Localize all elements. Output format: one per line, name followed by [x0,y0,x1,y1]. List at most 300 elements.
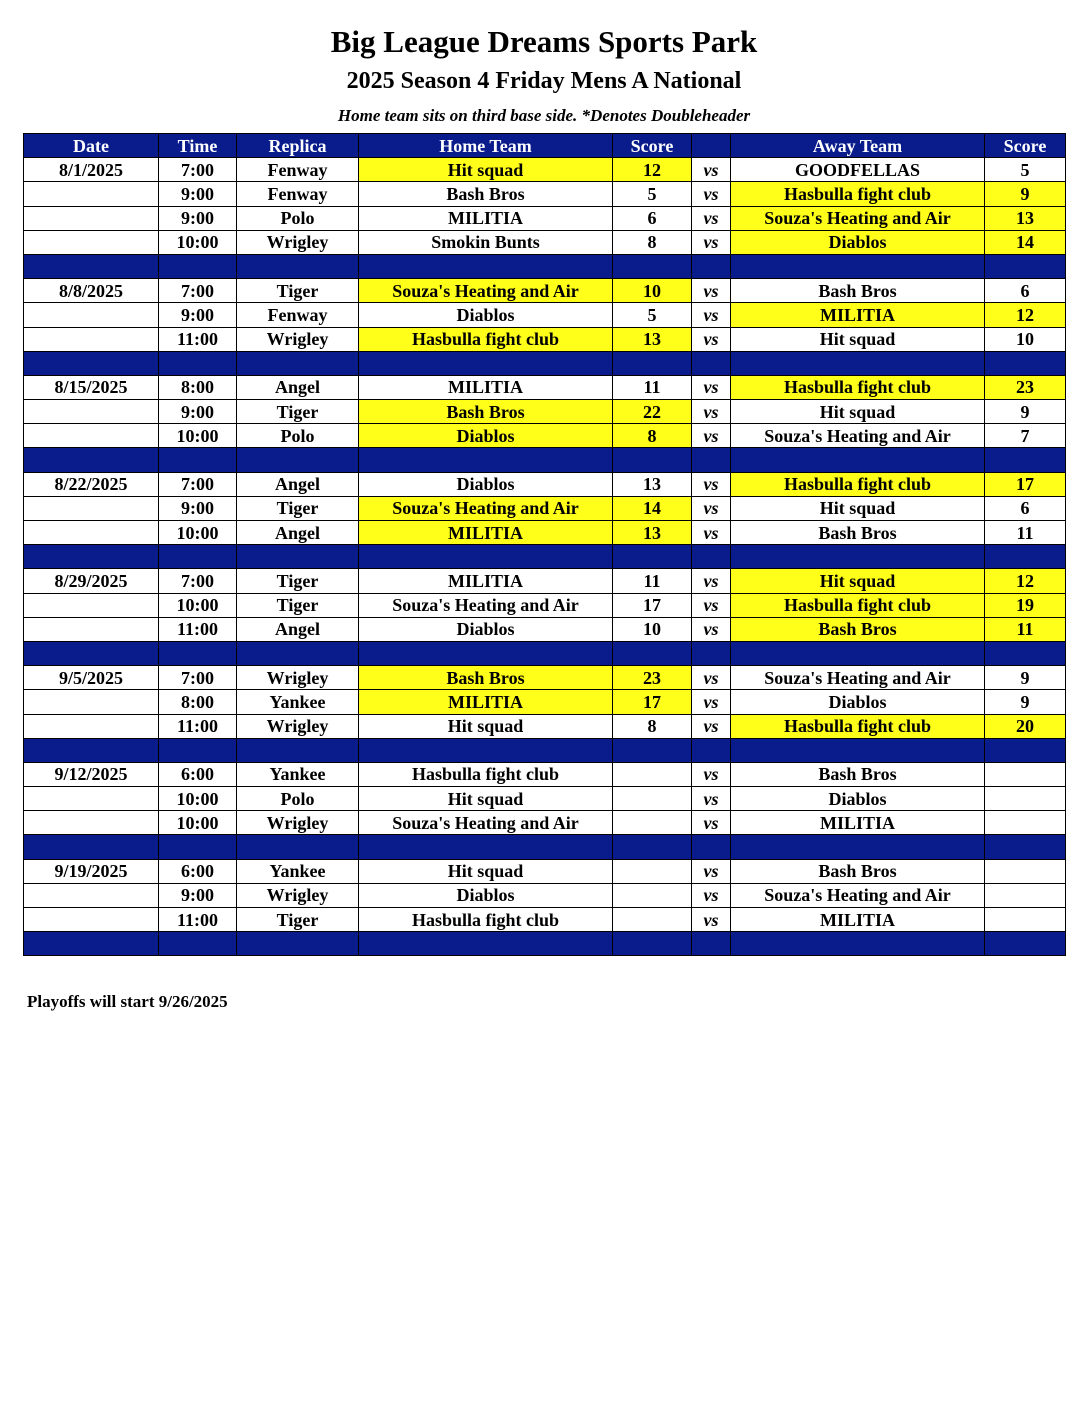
replica-cell: Angel [237,617,359,641]
table-row [24,762,1066,786]
away-team-cell: GOODFELLAS [731,158,985,182]
home-team-cell: MILITIA [359,206,613,230]
away-team-cell: Hit squad [731,496,985,520]
vs-cell: vs [692,279,731,303]
table-row [24,787,1066,811]
vs-cell: vs [692,158,731,182]
away-team-cell: Hit squad [731,400,985,424]
time-cell: 7:00 [159,279,237,303]
vs-cell: vs [692,230,731,254]
date-cell: 9/12/2025 [24,762,159,786]
separator-cell [159,254,237,278]
away-team-cell: Bash Bros [731,521,985,545]
separator-cell [985,545,1066,569]
vs-cell: vs [692,593,731,617]
away-score-cell: 9 [985,400,1066,424]
home-team-cell: Diablos [359,617,613,641]
vs-cell: vs [692,375,731,399]
away-team-cell: Hit squad [731,327,985,351]
home-score-cell: 8 [613,714,692,738]
date-cell [24,424,159,448]
week-separator-row [24,932,1066,956]
away-score-cell: 10 [985,327,1066,351]
away-team-cell: Diablos [731,787,985,811]
home-team-cell: Souza's Heating and Air [359,496,613,520]
separator-cell [985,254,1066,278]
replica-cell: Fenway [237,303,359,327]
away-team-cell: MILITIA [731,303,985,327]
separator-cell [731,254,985,278]
date-cell: 8/29/2025 [24,569,159,593]
col-header-vs [692,134,731,158]
date-cell [24,593,159,617]
week-separator-row [24,351,1066,375]
home-team-cell: Hasbulla fight club [359,327,613,351]
time-cell: 10:00 [159,593,237,617]
replica-cell: Tiger [237,569,359,593]
home-team-cell: Bash Bros [359,182,613,206]
home-team-cell: Diablos [359,883,613,907]
vs-cell: vs [692,908,731,932]
time-cell: 10:00 [159,230,237,254]
separator-cell [24,448,159,472]
away-team-cell: Hasbulla fight club [731,182,985,206]
separator-cell [731,932,985,956]
date-cell [24,496,159,520]
time-cell: 10:00 [159,521,237,545]
vs-cell: vs [692,859,731,883]
away-team-cell: Hasbulla fight club [731,375,985,399]
table-row [24,593,1066,617]
home-score-cell: 17 [613,690,692,714]
vs-cell: vs [692,714,731,738]
date-cell [24,787,159,811]
home-score-cell: 23 [613,666,692,690]
away-team-cell: Bash Bros [731,279,985,303]
vs-cell: vs [692,811,731,835]
separator-cell [24,641,159,665]
away-team-cell: Hit squad [731,569,985,593]
vs-cell: vs [692,327,731,351]
separator-cell [692,254,731,278]
home-score-cell: 13 [613,472,692,496]
away-score-cell [985,762,1066,786]
week-separator-row [24,835,1066,859]
home-team-cell: Hasbulla fight club [359,762,613,786]
table-row [24,279,1066,303]
week-separator-row [24,254,1066,278]
table-row [24,424,1066,448]
col-header-time: Time [159,134,237,158]
date-cell [24,714,159,738]
away-score-cell [985,787,1066,811]
time-cell: 8:00 [159,375,237,399]
vs-cell: vs [692,787,731,811]
separator-cell [24,351,159,375]
time-cell: 11:00 [159,327,237,351]
home-team-cell: Diablos [359,303,613,327]
home-score-cell: 11 [613,569,692,593]
date-cell [24,400,159,424]
table-row [24,327,1066,351]
away-score-cell: 17 [985,472,1066,496]
week-separator-row [24,448,1066,472]
home-team-cell: MILITIA [359,521,613,545]
date-cell [24,521,159,545]
date-cell [24,182,159,206]
home-team-cell: Bash Bros [359,666,613,690]
col-header-home-score: Score [613,134,692,158]
away-score-cell: 9 [985,690,1066,714]
separator-cell [692,738,731,762]
time-cell: 10:00 [159,787,237,811]
home-score-cell: 8 [613,230,692,254]
col-header-replica: Replica [237,134,359,158]
separator-cell [159,545,237,569]
home-score-cell: 10 [613,617,692,641]
table-row [24,859,1066,883]
home-score-cell: 8 [613,424,692,448]
away-score-cell [985,811,1066,835]
replica-cell: Angel [237,472,359,496]
separator-cell [24,932,159,956]
away-score-cell: 19 [985,593,1066,617]
home-score-cell: 11 [613,375,692,399]
table-row [24,230,1066,254]
home-score-cell: 10 [613,279,692,303]
home-score-cell [613,859,692,883]
separator-cell [985,738,1066,762]
home-team-cell: Diablos [359,472,613,496]
date-cell: 8/22/2025 [24,472,159,496]
away-score-cell [985,883,1066,907]
week-separator-row [24,545,1066,569]
replica-cell: Fenway [237,182,359,206]
separator-cell [159,932,237,956]
date-cell: 8/1/2025 [24,158,159,182]
separator-cell [359,545,613,569]
separator-cell [692,545,731,569]
date-cell [24,230,159,254]
table-row [24,182,1066,206]
table-row [24,714,1066,738]
replica-cell: Wrigley [237,327,359,351]
away-team-cell: Hasbulla fight club [731,593,985,617]
vs-cell: vs [692,617,731,641]
separator-cell [237,545,359,569]
replica-cell: Wrigley [237,811,359,835]
home-score-cell [613,787,692,811]
separator-cell [237,835,359,859]
home-score-cell: 14 [613,496,692,520]
replica-cell: Angel [237,521,359,545]
away-score-cell: 11 [985,521,1066,545]
date-cell: 9/19/2025 [24,859,159,883]
week-separator-row [24,738,1066,762]
away-score-cell: 6 [985,279,1066,303]
away-team-cell: MILITIA [731,908,985,932]
separator-cell [237,254,359,278]
home-score-cell [613,811,692,835]
col-header-away-score: Score [985,134,1066,158]
separator-cell [24,545,159,569]
separator-cell [24,254,159,278]
home-team-cell: Hasbulla fight club [359,908,613,932]
away-team-cell: Souza's Heating and Air [731,883,985,907]
table-row [24,666,1066,690]
away-score-cell: 12 [985,303,1066,327]
away-team-cell: Diablos [731,690,985,714]
vs-cell: vs [692,690,731,714]
away-score-cell: 12 [985,569,1066,593]
vs-cell: vs [692,182,731,206]
away-score-cell: 13 [985,206,1066,230]
table-row [24,811,1066,835]
time-cell: 7:00 [159,472,237,496]
page-title: Big League Dreams Sports Park [330,24,758,59]
separator-cell [237,932,359,956]
header-row [24,134,1066,158]
separator-cell [731,835,985,859]
separator-cell [613,545,692,569]
table-row [24,569,1066,593]
table-row [24,617,1066,641]
vs-cell: vs [692,883,731,907]
date-cell [24,908,159,932]
replica-cell: Tiger [237,400,359,424]
page-subtitle: 2025 Season 4 Friday Mens A National [346,68,742,94]
separator-cell [159,448,237,472]
separator-cell [613,738,692,762]
away-team-cell: MILITIA [731,811,985,835]
replica-cell: Yankee [237,859,359,883]
separator-cell [613,351,692,375]
table-row [24,521,1066,545]
table-row [24,883,1066,907]
separator-cell [692,835,731,859]
table-row [24,472,1066,496]
date-cell [24,883,159,907]
col-header-home-team: Home Team [359,134,613,158]
replica-cell: Polo [237,206,359,230]
separator-cell [159,738,237,762]
home-team-cell: Souza's Heating and Air [359,811,613,835]
vs-cell: vs [692,400,731,424]
vs-cell: vs [692,762,731,786]
separator-cell [359,351,613,375]
replica-cell: Wrigley [237,666,359,690]
separator-cell [731,641,985,665]
vs-cell: vs [692,496,731,520]
vs-cell: vs [692,424,731,448]
home-score-cell: 6 [613,206,692,230]
separator-cell [237,448,359,472]
home-team-cell: Souza's Heating and Air [359,593,613,617]
away-score-cell: 5 [985,158,1066,182]
separator-cell [985,448,1066,472]
home-team-cell: Bash Bros [359,400,613,424]
time-cell: 9:00 [159,206,237,230]
time-cell: 9:00 [159,496,237,520]
home-score-cell: 5 [613,182,692,206]
time-cell: 7:00 [159,569,237,593]
schedule-table [23,133,1066,956]
table-row [24,908,1066,932]
time-cell: 7:00 [159,666,237,690]
separator-cell [613,835,692,859]
separator-cell [359,932,613,956]
time-cell: 10:00 [159,811,237,835]
separator-cell [359,835,613,859]
home-team-cell: MILITIA [359,375,613,399]
separator-cell [359,254,613,278]
date-cell [24,303,159,327]
time-cell: 10:00 [159,424,237,448]
home-score-cell: 13 [613,327,692,351]
separator-cell [731,351,985,375]
separator-cell [237,641,359,665]
away-score-cell: 9 [985,182,1066,206]
time-cell: 6:00 [159,762,237,786]
replica-cell: Polo [237,787,359,811]
replica-cell: Tiger [237,593,359,617]
separator-cell [731,545,985,569]
away-team-cell: Bash Bros [731,762,985,786]
date-cell: 9/5/2025 [24,666,159,690]
table-row [24,303,1066,327]
vs-cell: vs [692,206,731,230]
away-score-cell: 11 [985,617,1066,641]
replica-cell: Yankee [237,762,359,786]
date-cell: 8/8/2025 [24,279,159,303]
schedule-note: Home team sits on third base side. *Denotes Doubleheader [337,106,751,125]
separator-cell [985,351,1066,375]
away-score-cell [985,908,1066,932]
time-cell: 11:00 [159,617,237,641]
home-score-cell: 22 [613,400,692,424]
away-score-cell: 14 [985,230,1066,254]
date-cell [24,617,159,641]
separator-cell [692,351,731,375]
date-cell [24,690,159,714]
col-header-away-team: Away Team [731,134,985,158]
replica-cell: Tiger [237,496,359,520]
time-cell: 11:00 [159,908,237,932]
separator-cell [731,738,985,762]
separator-cell [985,641,1066,665]
time-cell: 9:00 [159,303,237,327]
vs-cell: vs [692,521,731,545]
separator-cell [24,738,159,762]
away-score-cell: 7 [985,424,1066,448]
col-header-date: Date [24,134,159,158]
away-team-cell: Bash Bros [731,617,985,641]
vs-cell: vs [692,569,731,593]
home-score-cell: 12 [613,158,692,182]
table-row [24,158,1066,182]
away-score-cell: 20 [985,714,1066,738]
time-cell: 8:00 [159,690,237,714]
vs-cell: vs [692,666,731,690]
time-cell: 9:00 [159,883,237,907]
home-team-cell: Hit squad [359,158,613,182]
time-cell: 6:00 [159,859,237,883]
home-score-cell: 5 [613,303,692,327]
replica-cell: Wrigley [237,883,359,907]
schedule-body [24,158,1066,956]
date-cell [24,811,159,835]
table-row [24,206,1066,230]
date-cell: 8/15/2025 [24,375,159,399]
time-cell: 11:00 [159,714,237,738]
separator-cell [359,641,613,665]
away-team-cell: Diablos [731,230,985,254]
away-team-cell: Hasbulla fight club [731,472,985,496]
separator-cell [159,835,237,859]
time-cell: 7:00 [159,158,237,182]
away-team-cell: Souza's Heating and Air [731,666,985,690]
playoffs-note: Playoffs will start 9/26/2025 [27,992,228,1011]
away-team-cell: Souza's Heating and Air [731,424,985,448]
replica-cell: Polo [237,424,359,448]
separator-cell [731,448,985,472]
separator-cell [237,351,359,375]
separator-cell [692,641,731,665]
separator-cell [359,448,613,472]
separator-cell [985,835,1066,859]
home-score-cell [613,762,692,786]
home-score-cell: 13 [613,521,692,545]
table-row [24,375,1066,399]
table-row [24,400,1066,424]
home-score-cell [613,883,692,907]
separator-cell [692,448,731,472]
home-team-cell: MILITIA [359,569,613,593]
replica-cell: Wrigley [237,230,359,254]
vs-cell: vs [692,472,731,496]
home-team-cell: Hit squad [359,787,613,811]
separator-cell [24,835,159,859]
away-score-cell [985,859,1066,883]
away-team-cell: Hasbulla fight club [731,714,985,738]
separator-cell [613,932,692,956]
table-row [24,496,1066,520]
home-team-cell: Hit squad [359,714,613,738]
home-team-cell: Souza's Heating and Air [359,279,613,303]
home-team-cell: Diablos [359,424,613,448]
home-team-cell: MILITIA [359,690,613,714]
replica-cell: Fenway [237,158,359,182]
away-score-cell: 6 [985,496,1066,520]
week-separator-row [24,641,1066,665]
vs-cell: vs [692,303,731,327]
separator-cell [985,932,1066,956]
separator-cell [159,351,237,375]
replica-cell: Tiger [237,279,359,303]
replica-cell: Angel [237,375,359,399]
away-team-cell: Bash Bros [731,859,985,883]
separator-cell [237,738,359,762]
home-team-cell: Hit squad [359,859,613,883]
separator-cell [613,641,692,665]
home-score-cell: 17 [613,593,692,617]
date-cell [24,206,159,230]
away-team-cell: Souza's Heating and Air [731,206,985,230]
table-row [24,690,1066,714]
separator-cell [159,641,237,665]
time-cell: 9:00 [159,182,237,206]
away-score-cell: 9 [985,666,1066,690]
